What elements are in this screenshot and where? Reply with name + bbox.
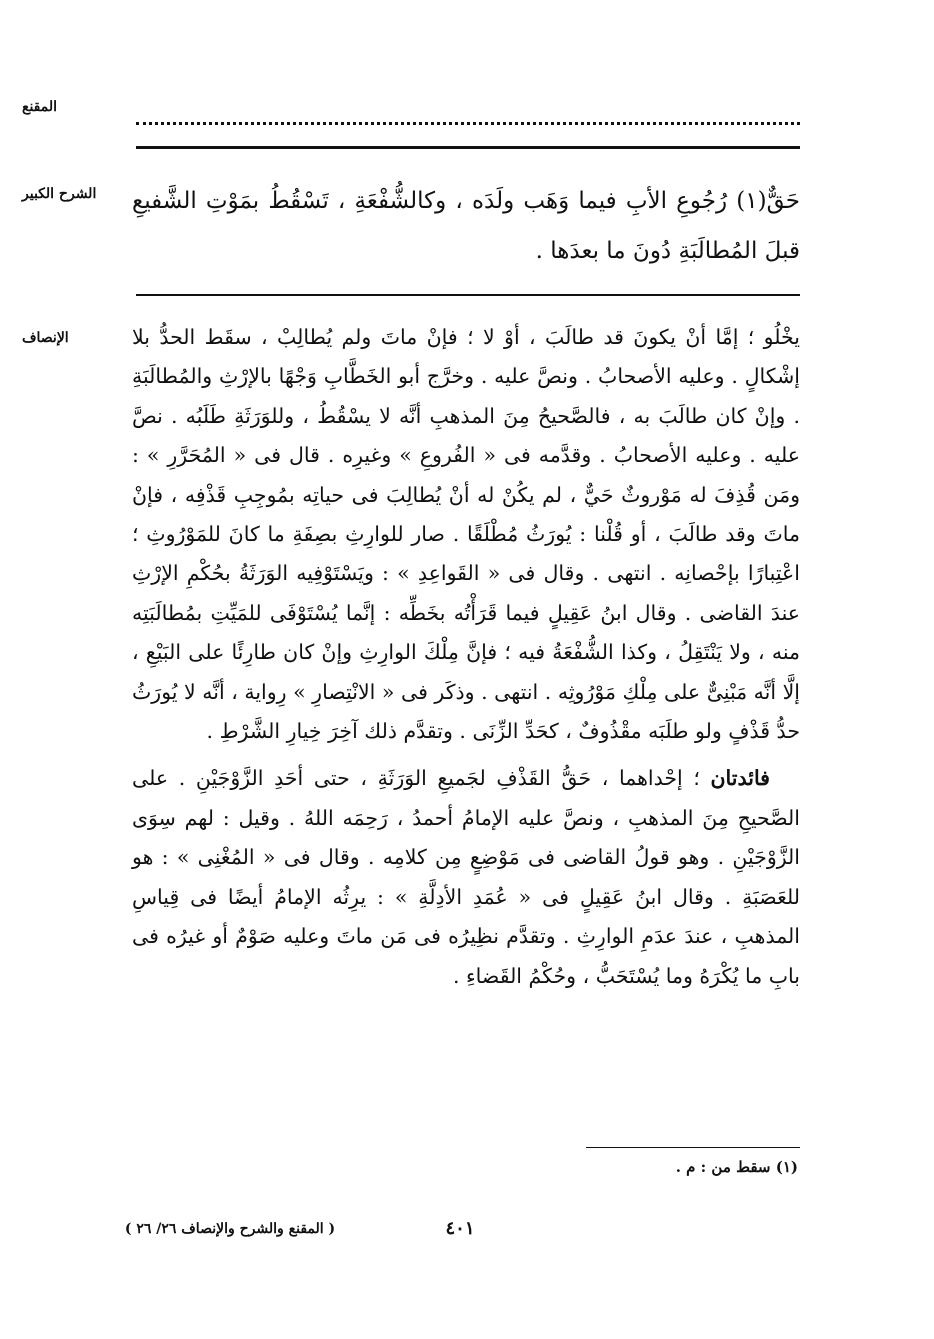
page-number: ٤٠١ xyxy=(445,1218,475,1239)
muqni-label: المقنع xyxy=(22,99,58,115)
faidatan-lead: فائدتان xyxy=(710,766,770,791)
insaf-text xyxy=(132,318,800,996)
footnote: (١) سقط من : م . xyxy=(675,1158,798,1176)
header-rule xyxy=(136,146,800,149)
insaf-paragraph-2 xyxy=(132,759,800,995)
insaf-label: الإنصاف xyxy=(22,330,69,346)
section-divider xyxy=(136,294,800,296)
book-reference: ( المقنع والشرح والإنصاف ٢٦/ ٢٦ ) xyxy=(124,1221,336,1237)
sharh-text: حَقٌّ(١) رُجُوعِ الأبِ فيما وَهَب ولَدَه ، وكالشُّفْعَةِ ، تَسْقُطُ بمَوْتِ الشَّفيعِ قبلَ المُطالَبَةِ دُونَ ما بعدَها . xyxy=(132,188,800,264)
muqni-dotted-line xyxy=(136,108,800,125)
sharh-label: الشرح الكبير xyxy=(22,186,97,202)
insaf-paragraph-1: يخْلُو ؛ إمَّا أنْ يكونَ قد طالَبَ ، أوْ لا ؛ فإنْ ماتَ ولم يُطالِبْ ، سقَط الحدُّ بلا إشْكالٍ . وعليه الأصحابُ . ونصَّ عليه . وخرَّج أبو الخَطَّابِ وَجْهًا بالإرْثِ والمُطالَبَةِ . وإنْ كان طالَبَ به ، فالصَّحيحُ مِنَ المذهبِ أنَّه لا يسْقُطُ ، وللوَرَثَةِ طَلَبُه . نصَّ عليه . وعليه الأصحابُ . وقدَّمه فى « الفُروعِ » وغيرِه . قال فى « المُحَرَّرِ » : ومَن قُذِفَ له مَوْروثٌ حَيٌّ ، لم يكُنْ له أنْ يُطالِبَ فى حياتِه بمُوجِبِ قَذْفِه ، فإنْ ماتَ وقد طالَبَ ، أو قُلْنا : يُورَثُ مُطْلَقًا . صار للوارِثِ بصِفَةِ ما كانَ للمَوْرُوثِ ؛ اعْتِبارًا بإحْصانِه . انتهى . وقال فى « القَواعِدِ » : ويَسْتَوْفِيه الوَرَثَةُ بحُكْمِ الإرْثِ عندَ القاضى . وقال ابنُ عَقِيلٍ فيما قَرَأْتُه بخَطِّه : إنَّما يُسْتَوْفَى للمَيِّتِ بمُطالَبَتِه منه ، ولا يَنْتَقِلُ ، وكذا الشُّفْعَةُ فيه ؛ فإنَّ مِلْكَ الوارِثِ وإنْ كان طارِئًا على البَيْعِ ، إلَّا أنَّه مَبْنِىٌّ على مِلْكِ مَوْرُوثِه . انتهى . وذكَر فى « الانْتِصارِ » رِواية ، أنَّه لا يُورَثُ حدُّ قَذْفٍ ولو طلَبَه مقْذُوفٌ ، كحَدِّ الزِّنَى . وتقدَّم ذلك آخِرَ خِيارِ الشَّرْطِ . xyxy=(132,325,800,744)
footnote-rule xyxy=(586,1147,800,1148)
faidatan-body: ؛ إحْداهما ، حَقُّ القَذْفِ لجَميعِ الوَرَثَةِ ، حتى أحَدِ الزَّوْجَيْنِ . على الصَّحيحِ مِنَ المذهبِ ، ونصَّ عليه الإمامُ أحمدُ ، رَحِمَه اللهُ . وقيل : لهم سِوَى الزَّوْجَيْنِ . وهو قولُ القاضى فى مَوْضِعٍ مِن كلامِه . وقال فى « المُغْنِى » : هو للعَصَبَةِ . وقال ابنُ عَقِيلٍ فى « عُمَدِ الأدِلَّةِ » : يرِثُه الإمامُ أيضًا فى قِياسِ المذهبِ ، عندَ عدَمِ الوارِثِ . وتقدَّم نظِيرُه فى مَن ماتَ وعليه صَوْمٌ أو غيرُه فى بابِ ما يُكْرَهُ وما يُسْتَحَبُّ ، وحُكْمُ القَضاءِ . xyxy=(132,766,800,988)
